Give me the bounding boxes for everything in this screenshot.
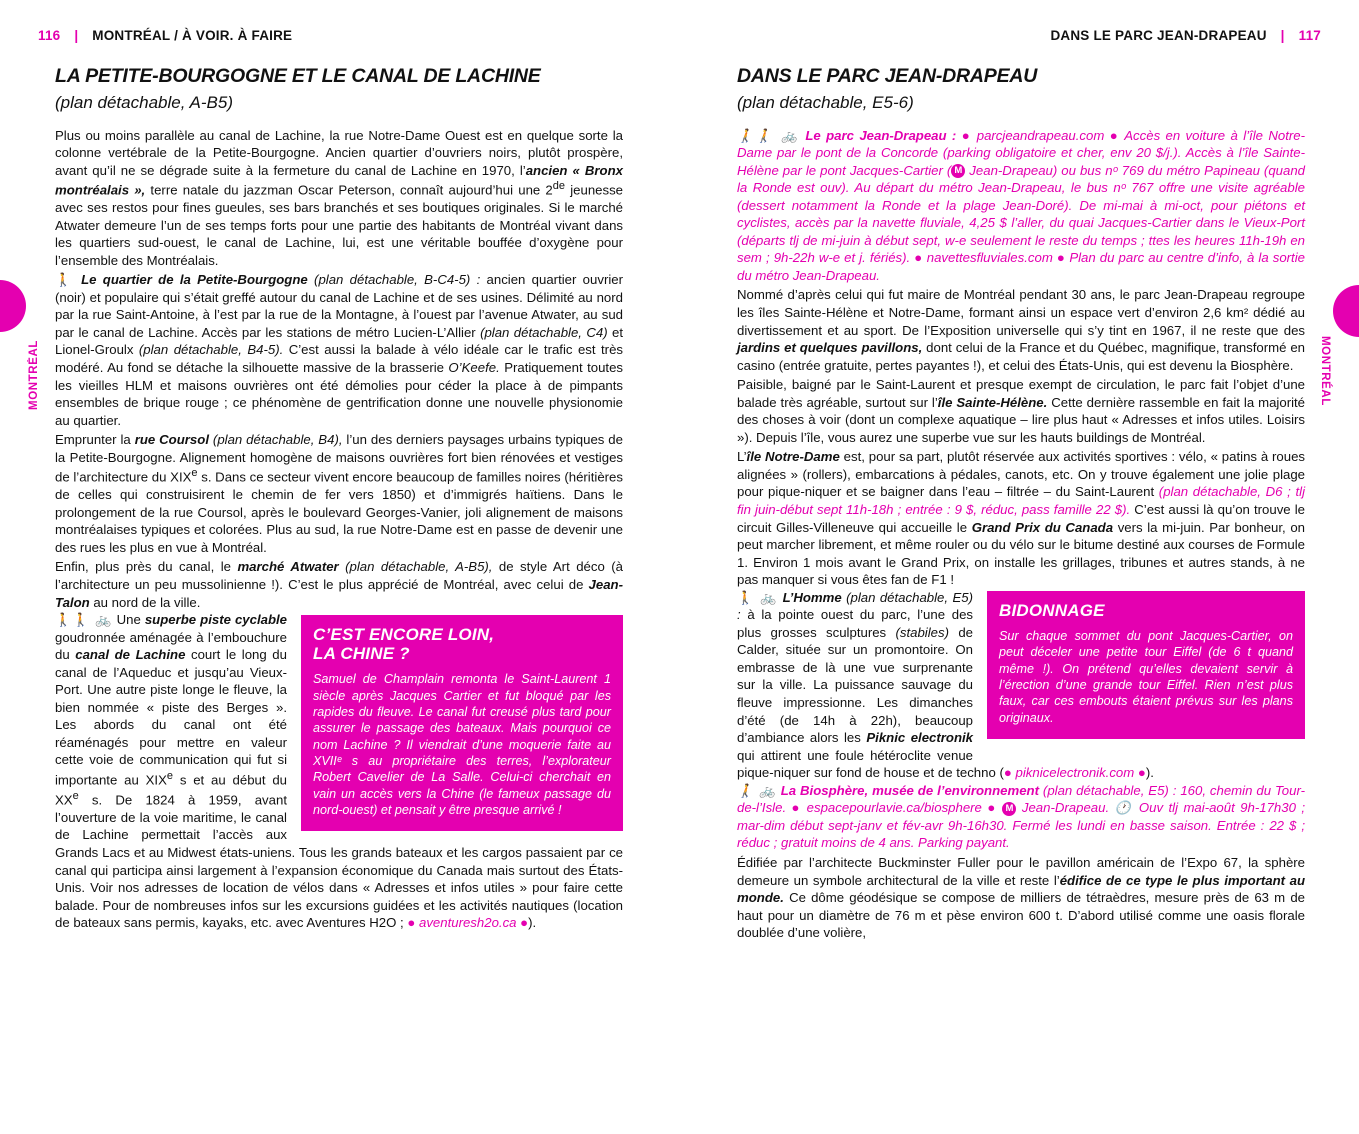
text-run: Paisible, baigné par le Saint-Laurent et presque exempt de circulation, le parc fait l’objet d’une balade très agréable, surtout sur l’ — [737, 377, 1305, 410]
plan-ref: (plan détachable, C4) — [480, 324, 608, 340]
sidebar-box-text: Sur chaque sommet du pont Jacques-Cartier, on peut déceler une petite tour Eiffel (de 6 t quand même !). On prétend qu’elles devaient servir à l’érection d’une grande tour Eiffel. Rien n’est plus faux, car ces embouts étaient prévus sur les plans originaux. — [999, 628, 1293, 725]
text-run: Jean-Drapeau. — [1016, 800, 1115, 816]
text-run: vers la mi-juin. Par bonheur, on peut marcher librement, et même rouler ou du vélo sur le bitume destiné aux courses de Formule 1. Environ 1 mois avant le Grand Prix, on installe les grillages, tribunes et autres stands, à ne pas manquer si vous êtes fan de F1 ! — [737, 519, 1305, 588]
bullet-dot: ● — [1003, 765, 1012, 781]
text-run: l’un des derniers paysages urbains typiques de la Petite-Bourgogne. Alignement homogène de maisons ouvrières fort bien rénovées et vestiges de l’architecture du XIX — [55, 432, 623, 485]
right-paragraph-biosphere-desc — [737, 854, 1305, 942]
left-entry-petite-bourgogne — [55, 271, 623, 429]
text-run: Emprunter la — [55, 432, 135, 448]
text-emphasis: île Sainte-Hélène. — [937, 394, 1048, 410]
text-run: Une — [112, 612, 145, 628]
entry-title: Le quartier de la Petite-Bourgogne — [81, 272, 308, 288]
left-edge-marker — [0, 280, 26, 332]
text-run: s. De 1824 à 1959, avant l’ouverture de la voie maritime, le canal de Lachine permettait l’accès aux Grands Lacs et au Midwest états-uniens. Tous les grands bateaux et les cargos passaient par ce canal qui participa ainsi largement à l’expansion économique du Canada mais surtout des États-Unis. Voir nos adresses de location de vélos dans « Adresses et infos utiles » pour faire cette balade. Pour de nombreuses infos sur les excursions guidées et les activités nautiques (location de bateaux sans permis, kayaks, etc. avec Aventures H2O ; — [55, 792, 623, 931]
right-section-subheading: (plan détachable, E5-6) — [737, 92, 914, 112]
bullet-dot: ● — [1109, 127, 1120, 143]
text-run: de style Art déco (à l’architecture un peu mussolinienne !). C’est le plus apprécié de Montréal, avec celui de — [55, 559, 623, 592]
text-run: Édifiée par l’architecte Buckminster Fuller pour le pavillon américain de l’Expo 67, la sphère demeure un symbole architectural de la ville et reste l’ — [737, 854, 1305, 888]
plan-ref: (plan détachable, E5) : — [1042, 782, 1177, 798]
text-run: Accès en voiture à l’île Notre-Dame par le pont de la Concorde (parking obligatoire et cher, env 20 $/j.). Accès à l’île Sainte-Hélène par le pont Jacques-Cartier ( — [737, 127, 1306, 178]
text-run: ancien quartier ouvrier (noir) et populaire qui s’était greffé autour du canal de Lachine et de ses usines. Délimité au nord par la rue Saint-Antoine, à l’est par la rue de la Montagne, à l’ouest par l’avenue Atwater, au sud par le canal de Lachine. Accès par les stations de métro Lucien-L’Allier — [55, 272, 623, 340]
page-number-left: 116 — [38, 28, 61, 43]
bullet-dot: ● — [1056, 250, 1066, 266]
text-emphasis: Piknic electronik — [866, 730, 973, 746]
text-run: s. Dans ce secteur vivent encore beaucoup de familles noires (héritières de celles qui construisirent le chemin de fer vers 1850) et d’immigrés haïtiens. Dans le prolongement de la rue Coursol, après le boulevard Georges-Vanier, joli alignement de maisons montréalaises typiques et colorées. Plus au sud, la rue Notre-Dame est en passe de devenir une des rues les plus en vue à Montréal. — [55, 469, 623, 555]
text-emphasis: marché Atwater — [237, 559, 339, 575]
walker-icon: 🚶 — [55, 272, 75, 288]
text-run: 160, chemin du Tour-de-l’Isle. — [737, 782, 1306, 816]
text-run: jeunesse avec ses restos pour fines gueules, ses bars branchés et ses boutiques originales. Si le marché Atwater demeure l’un de ses temps forts pour une partie des habitants de Montréal vivant dans les quartiers sud-ouest, le canal de Lachine, lui, est une véritable bouffée d’oxygène pour l’ensemble des Montréalais. — [55, 182, 624, 268]
text-run: Nommé d’après celui qui fut maire de Montréal pendant 30 ans, le parc Jean-Drapeau regroupe les îles Sainte-Hélène et Notre-Dame, formant ainsi un espace vert d’environ 2,6 km² dédié au divertissement et au sport. De l’Exposition universelle qui s’y tint en 1967, il ne reste que des — [737, 287, 1305, 338]
plan-ref: (plan détachable, B4-5). — [138, 342, 284, 358]
text-run: C’est aussi la balade à vélo idéale car le trafic est très modéré. Au fond se détache la silhouette massive de la brasserie — [55, 342, 624, 376]
right-page-column — [737, 64, 1305, 942]
text-run: goudronnée aménagée à l’embouchure du — [55, 629, 287, 663]
text-run: Enfin, plus près du canal, le — [55, 559, 238, 575]
entry-title: Le parc Jean-Drapeau : — [805, 127, 957, 143]
cyclist-icon: 🚶 🚲 — [737, 782, 777, 798]
plan-ref: (plan détachable, A-B5), — [345, 559, 493, 575]
running-head-right — [1050, 28, 1321, 43]
sidebar-box-text: Samuel de Champlain remonta le Saint-Laurent 1 siècle après Jacques Cartier et fut bloqué par les rapides du fleuve. Le canal fut creusé plus tard pour assurer le passage des bateaux. Mais pourquoi ce nom Lachine ? Il viendrait d’une moquerie faite au XVIIᵉ s au propriétaire des terres, l’explorateur Robert Cavelier de La Salle. Celui-ci cherchait en vain un accès vers la Chine (le fameux passage du nord-ouest) et pensait y être presque arrivé ! — [313, 672, 611, 818]
right-edge-marker — [1333, 285, 1359, 337]
right-paragraph-history — [737, 286, 1305, 374]
cyclist-icon: 🚶🚶 🚲 — [737, 127, 800, 143]
plan-ref: (plan détachable, D6 ; tlj fin juin-début sept 11h-18h ; entrée : 9 $, réduc, pass famille 22 $). — [737, 484, 1306, 518]
text-emphasis: Jean-Talon — [55, 576, 623, 610]
text-emphasis: ancien « Bronx montréalais », — [55, 162, 623, 198]
side-tab-right: MONTRÉAL — [1319, 336, 1331, 406]
superscript: e — [166, 770, 173, 782]
text-run: dont celui de la France et du Québec, magnifique, transformé en casino (entrée gratuite, pertes payantes !), et celui des États-Unis, qui est devenu la Biosphère. — [737, 340, 1306, 373]
plan-ref: (plan détachable, B4), — [212, 432, 343, 448]
text-run: terre natale du jazzman Oscar Peterson, connaît aujourd’hui une 2 — [145, 182, 553, 198]
text-run: est, pour sa part, plutôt réservée aux activités sportives : vélo, « patins à roues alignées » (rollers), embarcations à pédales, canots, etc. On y trouve également une jolie plage pour pique-niquer et se baigner dans l’eau – filtrée – du Saint-Laurent — [737, 449, 1306, 500]
text-run: court le long du canal de l’Aqueduc et jusqu’au Vieux-Port. Une autre piste longe le fleuve, la bien nommée « piste des Berges ». Les abords du canal ont été réaménagés pour mettre en valeur cette voie de communication qui fut si importante au XIX — [55, 647, 287, 788]
text-emphasis: jardins et quelques pavillons, — [737, 340, 923, 356]
bullet-dot: ● — [914, 250, 923, 266]
clock-icon: 🕐 — [1114, 800, 1134, 816]
cyclist-icon: 🚶 🚲 — [737, 589, 779, 605]
sidebar-box-title — [313, 625, 611, 663]
superscript: de — [552, 180, 566, 193]
text-run: Jean-Drapeau) ou bus nᵒ 769 du métro Papineau (quand la Ronde est ouv). Au départ du métro Jean-Drapeau, le bus nᵒ 767 offre une visite agréable (dessert notamment la Ronde et la plage Jean-Doré). De mi-mai à mi-oct, pour piétons et cyclistes, accès par la navette fluviale, 4,25 $ l’aller, du quai Jacques-Cartier dans le Vieux-Port (départs tlj de mi-juin à début sept, w-e seulement le reste du temps ; ttes les heures 11h-19h en sem ; 9h-22h w-e et j. fériés). — [737, 162, 1305, 266]
text-run: s et au début du XX — [55, 772, 288, 808]
text-emphasis: Grand Prix du Canada — [971, 519, 1114, 535]
right-entry-parc-jean-drapeau — [737, 127, 1305, 285]
left-page-column — [55, 64, 623, 932]
text-run: Plus ou moins parallèle au canal de Lachine, la rue Notre-Dame Ouest est en quelque sorte la colonne vertébrale de la Petite-Bourgogne. Ancien quartier d’ouvriers noirs, plutôt prospère, avant qu’il ne se dégrade suite à la fermeture du canal de Lachine en 1970, l’ — [55, 127, 623, 178]
text-run: C’est aussi là qu’on trouve le circuit Gilles-Villeneuve qui accueille le — [737, 502, 1305, 535]
opening-hours: Ouv tlj mai-août 9h-17h30 ; mar-dim début sept-janv et fév-avr 9h-16h30. Fermé les lundi en basse saison. Entrée : 22 $ ; réduc ; gratuit moins de 4 ans. Parking payant. — [737, 800, 1305, 851]
bullet-dot: ● — [520, 915, 529, 931]
bullet-dot: ● — [791, 800, 802, 816]
text-run: Pratiquement toutes les vieilles HLM et maisons ouvrières ont été démolies pour céder la place à de pimpants ensembles de brique rouge ; ce phénomène de gentrification donne une nouvelle physionomie au quartier. — [55, 360, 623, 428]
superscript: e — [72, 789, 79, 802]
website-link[interactable]: parcjeandrapeau.com — [976, 127, 1105, 143]
text-emphasis: superbe piste cyclable — [144, 612, 287, 628]
text-emphasis: île Notre-Dame — [746, 449, 840, 465]
right-paragraph-sainte-helene — [737, 376, 1305, 446]
right-entry-biosphere — [737, 782, 1305, 852]
sidebar-box-title: BIDONNAGE — [999, 600, 1105, 620]
sidebar-box-lachine — [301, 615, 623, 831]
text-emphasis: édifice de ce type le plus important au monde. — [737, 872, 1306, 906]
text-run: à la pointe ouest du parc, l’une des plus grosses sculptures — [737, 607, 973, 640]
header-separator-right: | — [1280, 28, 1285, 43]
left-paragraph-intro — [55, 127, 623, 270]
text-run: Plan du parc au centre d’info, à la sortie du métro Jean-Drapeau. — [737, 250, 1305, 283]
text-run: de Calder, située sur un promontoire. On embrasse de là une vue surprenante sur la ville. La puissance sauvage du fleuve impressionne. Les dimanches d’été (de 14h à 22h), beaucoup d’ambiance alors les — [737, 624, 973, 746]
superscript: e — [191, 467, 198, 480]
left-section-subheading: (plan détachable, A-B5) — [55, 92, 233, 112]
entry-plan-ref: (plan détachable, B-C4-5) : — [314, 272, 481, 288]
bullet-dot: ● — [987, 800, 998, 816]
text-run: Cette dernière rassemble en fait la majorité des choses à voir (dont un complexe aquatique – lire plus haut « Adresses et infos utiles. Loisirs »). Depuis l’île, vous aurez une superbe vue sur les hauts buildings de Montréal. — [737, 394, 1306, 445]
metro-icon: M — [951, 164, 965, 178]
entry-title: L’Homme — [782, 589, 842, 605]
sidebar-box-left-wrapper — [301, 615, 623, 831]
cyclist-icon: 🚶🚶 🚲 — [55, 612, 113, 628]
text-run: Ce dôme géodésique se compose de milliers de tétraèdres, mesure près de 63 m de haut pour un diamètre de 76 m et pèse environ 600 t. D’abord utilisé comme une oasis florale doublée d’une volière, — [737, 890, 1305, 941]
text-run: ). — [1145, 765, 1154, 781]
sidebar-box-title-line1: C’EST ENCORE LOIN, — [313, 625, 495, 645]
website-link[interactable]: navettesfluviales.com — [926, 250, 1053, 266]
bullet-dot: ● — [961, 127, 972, 143]
text-run: qui attirent une foule hétéroclite venue pique-niquer sur fond de house et de techno ( — [737, 747, 1004, 781]
sidebar-box-bidonnage — [987, 591, 1305, 739]
website-link[interactable]: piknicelectronik.com — [1015, 765, 1135, 781]
left-section-heading: LA PETITE-BOURGOGNE ET LE CANAL DE LACHINE — [55, 65, 541, 87]
right-section-heading: DANS LE PARC JEAN-DRAPEAU — [737, 65, 1038, 87]
website-link[interactable]: aventuresh2o.ca — [418, 915, 517, 931]
right-paragraph-notre-dame — [737, 448, 1305, 588]
entry-title: La Biosphère, musée de l’environnement — [780, 782, 1039, 798]
text-emphasis: (stabiles) — [895, 624, 949, 640]
website-link[interactable]: espacepourlavie.ca/biosphere — [806, 800, 982, 816]
metro-icon: M — [1002, 802, 1016, 816]
running-title-left: MONTRÉAL / À VOIR. À FAIRE — [92, 28, 293, 43]
text-run: L’ — [737, 449, 747, 465]
text-run: ). — [528, 915, 537, 931]
sidebar-box-title-line2: LA CHINE ? — [313, 644, 410, 664]
text-emphasis: rue Coursol — [134, 432, 209, 448]
side-tab-left: MONTRÉAL — [28, 340, 40, 410]
running-head-left — [38, 28, 292, 43]
header-separator-left: | — [74, 28, 79, 43]
text-run: et Lionel-Groulx — [55, 324, 623, 358]
running-title-right: DANS LE PARC JEAN-DRAPEAU — [1050, 28, 1267, 43]
bullet-dot: ● — [1137, 765, 1146, 781]
text-run: au nord de la ville. — [89, 594, 201, 610]
text-emphasis: canal de Lachine — [75, 647, 186, 663]
sidebar-box-right-wrapper — [987, 591, 1305, 739]
left-paragraph-atwater — [55, 558, 623, 611]
left-paragraph-coursol — [55, 431, 623, 556]
plan-ref: (plan détachable, E5) : — [737, 589, 973, 623]
page-number-right: 117 — [1298, 28, 1321, 43]
text-emphasis: O’Keefe. — [448, 360, 500, 376]
bullet-dot: ● — [407, 915, 416, 931]
